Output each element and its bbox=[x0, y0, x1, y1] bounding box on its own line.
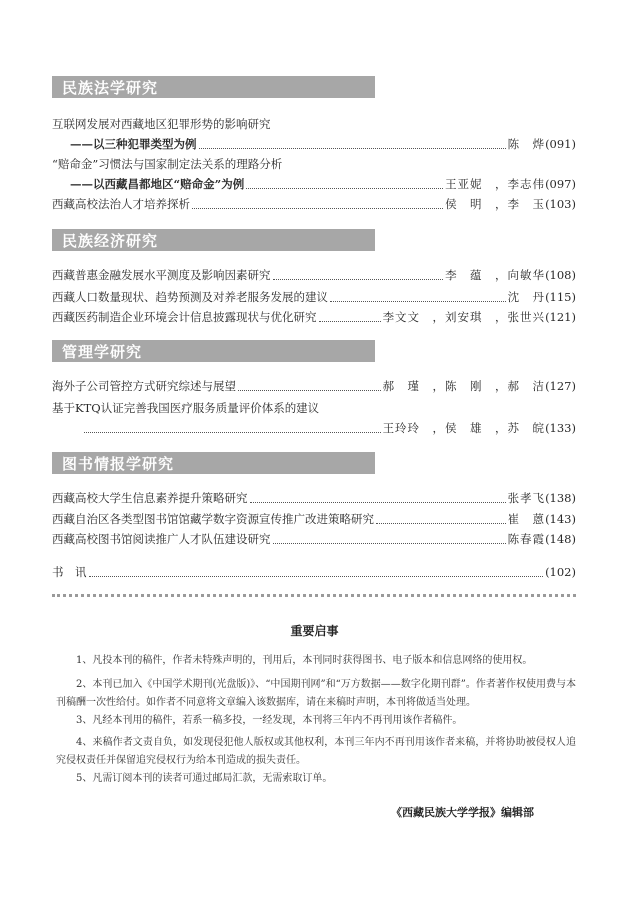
leader-dots bbox=[89, 563, 544, 577]
toc-entry-book-news[interactable] bbox=[52, 564, 576, 582]
entry-authors: 王玲玲 ，侯 雄 ，苏 皖 bbox=[382, 421, 546, 435]
divider bbox=[52, 594, 576, 597]
entry-authors: 沈 丹 bbox=[507, 290, 546, 304]
leader-dots bbox=[246, 175, 443, 189]
toc-entry[interactable] bbox=[52, 490, 576, 508]
section-header bbox=[52, 452, 375, 474]
section-title: 管理学研究 bbox=[62, 343, 143, 361]
entry-page: (121) bbox=[545, 310, 576, 324]
entry-page: (103) bbox=[545, 197, 576, 211]
entry-title: 书 讯 bbox=[52, 565, 87, 579]
entry-title: 基于KTQ认证完善我国医疗服务质量评价体系的建议 bbox=[52, 401, 320, 415]
entry-authors: 郝 瑾 ，陈 刚 ，郝 洁 bbox=[382, 379, 546, 393]
entry-page: (108) bbox=[545, 268, 576, 282]
entry-page: (133) bbox=[545, 421, 576, 435]
leader-dots bbox=[84, 419, 381, 433]
leader-dots bbox=[192, 195, 443, 209]
entry-page: (138) bbox=[545, 491, 576, 505]
entry-authors: 陈春霞 bbox=[507, 532, 546, 546]
entry-authors: 侯 明 ，李 玉 bbox=[445, 197, 546, 211]
toc-entry[interactable] bbox=[52, 378, 576, 396]
toc-entry[interactable] bbox=[52, 309, 576, 327]
notice-title: 重要启事 bbox=[290, 624, 339, 638]
notice-item: 3、凡经本刊用的稿件，若系一稿多投，一经发现，本刊将三年内不再刊用该作者稿件。 bbox=[76, 715, 463, 726]
entry-title: “赔命金”习惯法与国家制定法关系的理路分析 bbox=[52, 157, 283, 171]
entry-page: (102) bbox=[545, 565, 576, 579]
section-header bbox=[52, 76, 375, 98]
entry-title: 西藏高校大学生信息素养提升策略研究 bbox=[52, 491, 248, 505]
entry-page: (143) bbox=[545, 512, 576, 526]
entry-page: (127) bbox=[545, 379, 576, 393]
entry-title: 西藏高校图书馆阅读推广人才队伍建设研究 bbox=[52, 532, 271, 546]
entry-authors: 陈 烨 bbox=[507, 137, 546, 151]
entry-title: 海外子公司管控方式研究综述与展望 bbox=[52, 379, 236, 393]
entry-title: 互联网发展对西藏地区犯罪形势的影响研究 bbox=[52, 117, 271, 131]
entry-authors: 崔 蒽 bbox=[507, 512, 546, 526]
toc-entry[interactable] bbox=[52, 116, 576, 134]
leader-dots bbox=[376, 510, 506, 524]
entry-authors: 王亚妮 ，李志伟 bbox=[445, 177, 546, 191]
section-title: 图书情报学研究 bbox=[62, 455, 175, 473]
leader-dots bbox=[273, 266, 444, 280]
toc-entry[interactable] bbox=[52, 531, 576, 549]
entry-title: 西藏人口数量现状、趋势预测及对养老服务发展的建议 bbox=[52, 290, 328, 304]
section-header bbox=[52, 340, 375, 362]
entry-page: (115) bbox=[545, 290, 576, 304]
entry-page: (148) bbox=[545, 532, 576, 546]
entry-authors: 李 蕴 ，向敏华 bbox=[445, 268, 546, 282]
entry-subtitle: ——以西藏昌都地区“赔命金”为例 bbox=[70, 177, 245, 191]
entry-page: (091) bbox=[545, 137, 576, 151]
entry-authors: 李文文 ，刘安琪 ，张世兴 bbox=[382, 310, 546, 324]
entry-authors: 张孝飞 bbox=[507, 491, 546, 505]
notice-item: 1、凡投本刊的稿件，作者未特殊声明的，刊用后，本刊同时获得图书、电子版本和信息网络的使用权。 bbox=[76, 655, 533, 666]
notice-item: 2、本刊已加入《中国学术期刊(光盘版)》、“中国期刊网”和“万方数据——数字化期刊群”。作者著作权使用费与本刊稿酬一次性给付。如作者不同意将文章编入该数据库，请在来稿时声明，本刊将做适当处理。 bbox=[56, 679, 576, 708]
entry-title: 西藏普惠金融发展水平测度及影响因素研究 bbox=[52, 268, 271, 282]
toc-entry[interactable] bbox=[52, 267, 576, 285]
leader-dots bbox=[330, 288, 506, 302]
toc-entry[interactable] bbox=[52, 196, 576, 214]
notice-item: 5、凡需订阅本刊的读者可通过邮局汇款，无需索取订单。 bbox=[76, 773, 333, 784]
section-title: 民族法学研究 bbox=[62, 79, 159, 97]
notice-item: 4、来稿作者文责自负，如发现侵犯他人版权或其他权利，本刊三年内不再刊用该作者来稿，并将协助被侵权人追究侵权责任并保留追究侵权行为给本刊造成的损失责任。 bbox=[56, 737, 576, 766]
toc-entry[interactable] bbox=[52, 400, 576, 418]
toc-entry[interactable] bbox=[52, 511, 576, 529]
leader-dots bbox=[250, 489, 506, 503]
toc-entry[interactable] bbox=[70, 176, 576, 194]
leader-dots bbox=[319, 308, 381, 322]
section-title: 民族经济研究 bbox=[62, 232, 159, 250]
toc-entry[interactable] bbox=[52, 289, 576, 307]
toc-entry[interactable] bbox=[52, 156, 576, 174]
entry-title: 西藏高校法治人才培养探析 bbox=[52, 197, 190, 211]
section-header bbox=[52, 229, 375, 251]
toc-entry[interactable] bbox=[52, 420, 576, 438]
entry-page: (097) bbox=[545, 177, 576, 191]
editorial-signature: 《西藏民族大学学报》编辑部 bbox=[391, 806, 534, 819]
entry-subtitle: ——以三种犯罪类型为例 bbox=[70, 137, 197, 151]
leader-dots bbox=[238, 377, 381, 391]
entry-title: 西藏医药制造企业环境会计信息披露现状与优化研究 bbox=[52, 310, 317, 324]
leader-dots bbox=[199, 135, 506, 149]
entry-title: 西藏自治区各类型图书馆馆藏学数字资源宣传推广改进策略研究 bbox=[52, 512, 374, 526]
toc-entry[interactable] bbox=[70, 136, 576, 154]
leader-dots bbox=[273, 530, 506, 544]
